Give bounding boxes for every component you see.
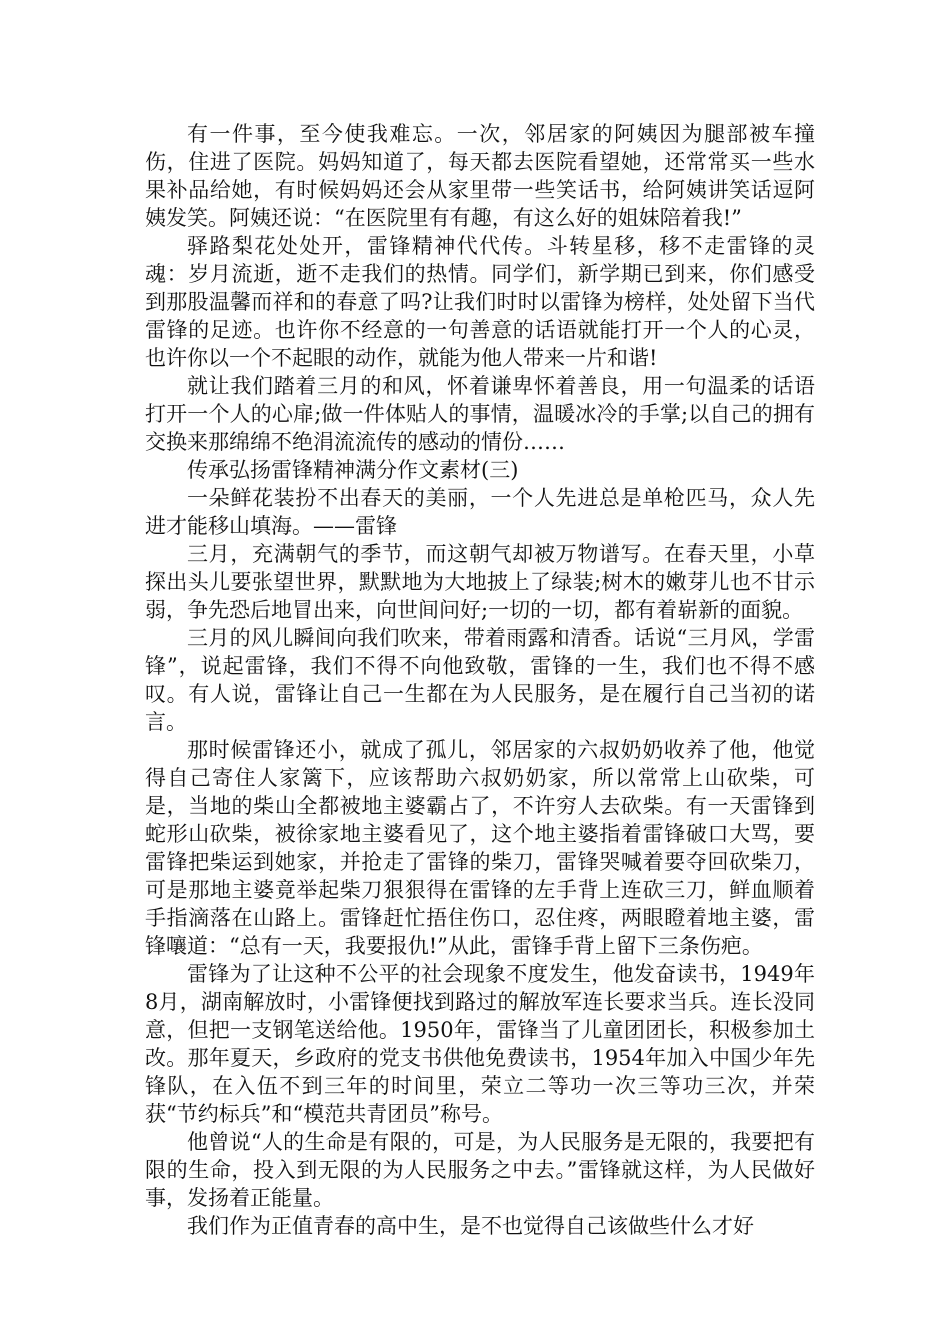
- paragraph: 就让我们踏着三月的和风，怀着谦卑怀着善良，用一句温柔的话语打开一个人的心扉;做一件体贴人的事情，温暖冰冷的手掌;以自己的拥有交换来那绵绵不绝涓流流传的感动的情份……: [145, 374, 815, 454]
- paragraph: 雷锋为了让这种不公平的社会现象不度发生，他发奋读书，1949年8月，湖南解放时，小雷锋便找到路过的解放军连长要求当兵。连长没同意，但把一支钢笔送给他。1950年，雷锋当了儿童团团长，积极参加土改。那年夏天，乡政府的党支书供他免费读书，1954年加入中国少年先锋队，在入伍不到三年的时间里，荣立二等功一次三等功三次，并荣获“节约标兵”和“模范共青团员”称号。: [145, 962, 815, 1126]
- document-page: [145, 120, 815, 1240]
- paragraph: 他曾说“人的生命是有限的，可是，为人民服务是无限的，我要把有限的生命，投入到无限的为人民服务之中去。”雷锋就这样，为人民做好事，发扬着正能量。: [145, 1130, 815, 1210]
- quote-paragraph: 一朵鲜花装扮不出春天的美丽，一个人先进总是单枪匹马，众人先进才能移山填海。——雷锋: [145, 486, 815, 538]
- paragraph: 我们作为正值青春的高中生，是不也觉得自己该做些什么才好: [187, 1214, 754, 1238]
- paragraph: 有一件事，至今使我难忘。一次，邻居家的阿姨因为腿部被车撞伤，住进了医院。妈妈知道了，每天都去医院看望她，还常常买一些水果补品给她，有时候妈妈还会从家里带一些笑话书，给阿姨讲笑话逗阿姨发笑。阿姨还说：“在医院里有有趣，有这么好的姐妹陪着我!”: [145, 122, 815, 230]
- paragraph: 三月的风儿瞬间向我们吹来，带着雨露和清香。话说“三月风，学雷锋”，说起雷锋，我们不得不向他致敬，雷锋的一生，我们也不得不感叹。有人说，雷锋让自己一生都在为人民服务，是在履行自己当初的诺言。: [145, 626, 815, 734]
- paragraph: 三月，充满朝气的季节，而这朝气却被万物谱写。在春天里，小草探出头儿要张望世界，默默地为大地披上了绿装;树木的嫩芽儿也不甘示弱，争先恐后地冒出来，向世间问好;一切的一切，都有着崭新的面貌。: [145, 542, 815, 622]
- section-heading: 传承弘扬雷锋精神满分作文素材(三): [187, 458, 519, 482]
- paragraph: 驿路梨花处处开，雷锋精神代代传。斗转星移，移不走雷锋的灵魂：岁月流逝，逝不走我们的热情。同学们，新学期已到来，你们感受到那股温馨而祥和的春意了吗?让我们时时以雷锋为榜样，处处留下当代雷锋的足迹。也许你不经意的一句善意的话语就能打开一个人的心灵，也许你以一个不起眼的动作，就能为他人带来一片和谐!: [145, 234, 815, 370]
- paragraph: 那时候雷锋还小，就成了孤儿，邻居家的六叔奶奶收养了他，他觉得自己寄住人家篱下，应该帮助六叔奶奶家，所以常常上山砍柴，可是，当地的柴山全都被地主婆霸占了，不许穷人去砍柴。有一天雷锋到蛇形山砍柴，被徐家地主婆看见了，这个地主婆指着雷锋破口大骂，要雷锋把柴运到她家，并抢走了雷锋的柴刀，雷锋哭喊着要夺回砍柴刀，可是那地主婆竟举起柴刀狠狠得在雷锋的左手背上连砍三刀，鲜血顺着手指滴落在山路上。雷锋赶忙捂住伤口，忍住疼，两眼瞪着地主婆，雷锋嚷道：“总有一天，我要报仇!”从此，雷锋手背上留下三条伤疤。: [145, 738, 815, 958]
